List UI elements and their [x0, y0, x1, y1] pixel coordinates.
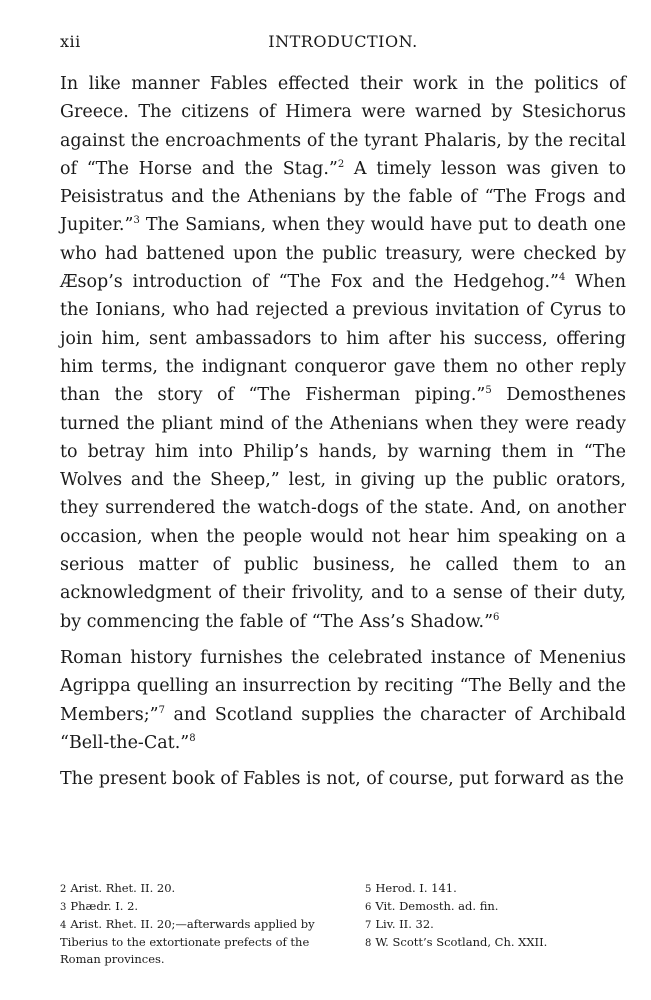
body-text: [60, 70, 626, 801]
paragraph: [60, 765, 626, 793]
footnote-ref: 5: [485, 385, 492, 397]
footnote-ref: 8: [189, 733, 196, 744]
footnote: [60, 898, 328, 916]
running-head: INTRODUCTION.: [268, 32, 418, 51]
page-header: [60, 32, 626, 56]
footnote-mark: 3: [60, 902, 67, 913]
text-segment: The Samians, when they would have put to death one who had battened upon the public treasury, were checked by Æsop’s introduction of “The Fox and the Hedgehog.”: [60, 215, 626, 293]
footnote-text: Liv. II. 32.: [375, 917, 434, 931]
text-segment: Roman history furnishes the celebrated instance of Menenius Agrippa quelling an insurrection by reciting “The Belly and the Members;”: [60, 647, 626, 725]
footnote: [60, 916, 328, 968]
paragraph: [60, 644, 626, 757]
footnote-text: Phædr. I. 2.: [70, 899, 139, 913]
footnote: [365, 916, 626, 934]
footnote-text: Arist. Rhet. II. 20;—afterwards applied by Tiberius to the extortionate prefects of the Roman provinces.: [60, 917, 315, 966]
footnote-mark: 4: [60, 920, 67, 931]
footnote-ref: 6: [493, 611, 500, 623]
footnote-ref: 4: [558, 272, 566, 284]
page-number: xii: [60, 32, 81, 51]
footnote-text: W. Scott’s Scotland, Ch. XXII.: [375, 935, 548, 949]
footnotes-left-column: [60, 880, 328, 968]
footnote-text: Vit. Demosth. ad. fin.: [375, 899, 499, 913]
text-segment: and Scotland supplies the character of Archibald “Bell-the-Cat.”: [60, 704, 626, 753]
footnotes-right-column: [365, 880, 626, 952]
footnote-mark: 8: [365, 938, 372, 949]
text-segment: A timely lesson was given to Peisistratus and the Athenians by the fable of “The Frogs and Jupiter.”: [60, 158, 626, 236]
footnote: [365, 934, 626, 952]
footnote: [365, 898, 626, 916]
footnote-mark: 7: [365, 920, 372, 931]
text-segment: In like manner Fables effected their work in the politics of Greece. The citizens of Himera were warned by Stesichorus against the encroachments of the tyrant Phalaris, by the recital of “The Horse and the Stag.”: [60, 74, 626, 179]
footnote-ref: 7: [158, 704, 165, 716]
footnote-text: Herod. I. 141.: [375, 881, 457, 895]
footnote: [365, 880, 626, 898]
text-segment: The present book of Fables is not, of course, put forward as the: [60, 769, 624, 790]
text-segment: Demosthenes turned the pliant mind of the Athenians when they were ready to betray him into Philip’s hands, by warning them in “The Wolves and the Sheep,” lest, in giving up the public orators, they surrendered the watch-dogs of the state. And, on another occasion, when the people would not hear him speaking on a serious matter of public business, he called them to an acknowledgment of their frivolity, and to a sense of their duty, by commencing the fable of “The Ass’s Shadow.”: [60, 385, 626, 632]
footnote-ref: 2: [337, 159, 345, 171]
paragraph: [60, 70, 626, 636]
footnote-text: Arist. Rhet. II. 20.: [70, 881, 176, 895]
text-segment: When the Ionians, who had rejected a previous invitation of Cyrus to join him, sent ambassadors to him after his success, offering him terms, the indignant conqueror gave them no other reply than the story of “The Fisherman piping.”: [60, 272, 626, 406]
footnote-ref: 3: [133, 215, 140, 227]
footnote-mark: 2: [60, 884, 67, 895]
footnote: [60, 880, 328, 898]
footnote-mark: 5: [365, 884, 372, 895]
footnote-mark: 6: [365, 902, 372, 913]
